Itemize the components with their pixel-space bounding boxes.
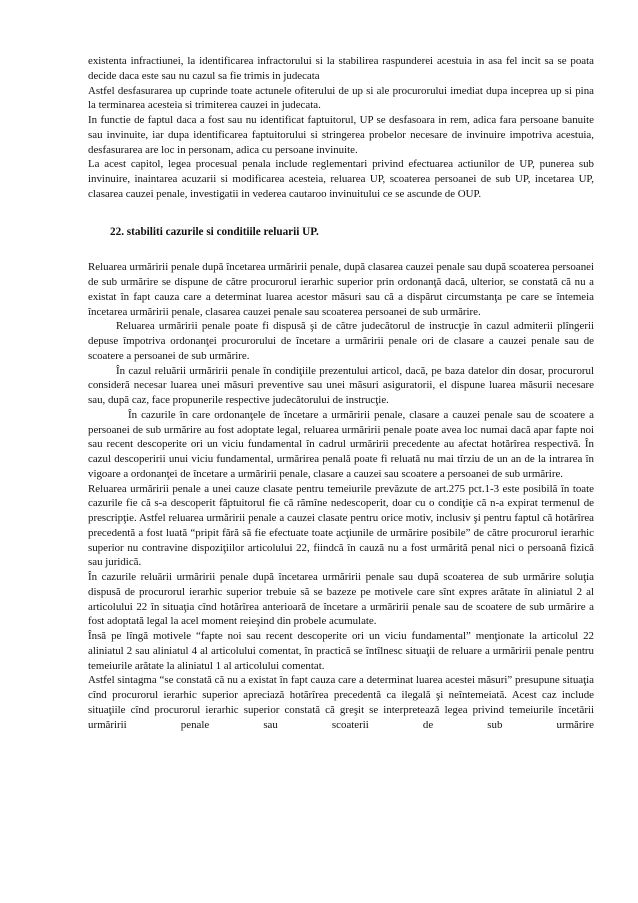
paragraph-body-8: Astfel sintagma “se constată că nu a existat în fapt cauza care a determinat luarea acestei măsuri” presupune situaţia cînd procurorul ierarhic superior apreciază hotărîrea precedentă ca ilegală şi neîntemeiată. Acest caz include situaţiile cînd procurorul ierarhic superior constată că greşit se interpretează legea privind temeiurile încetării urmăririi penale sau scoaterii de sub urmărire <box>88 674 594 731</box>
paragraph-intro-2: Astfel desfasurarea up cuprinde toate actunele ofiterului de up si ale procurorului imediat dupa inceprea up si pina la terminarea acesteia si trimiterea cauzei in judecata. <box>88 84 594 112</box>
paragraph-intro-1: existenta infractiunei, la identificarea infractorului si la stabilirea raspunderei acestuia in asa fel incit sa se poata decide daca este sau nu cazul sa fie trimis in judecata <box>88 55 594 82</box>
paragraph-body-6: În cazurile reluării urmăririi penale după încetarea urmăririi penale sau după scoaterea de sub urmărire soluţia dispusă de procurorul ierarhic superior trebuie să se bazeze pe motivele care sînt expres arătate în aliniatul 2 al articolului 22 în situaţia cînd hotărîrea anterioară de încetare a urmăririi penale sau de scoatere de sub urmărire a fost adoptată legal la acel moment reieşind din probele acumulate. <box>88 571 594 628</box>
paragraph-body-1: Reluarea urmăririi penale după încetarea urmăririi penale, după clasarea cauzei penale sau după scoaterea persoanei de sub urmărire se dispune de către procurorul ierarhic superior prin ordonanţă dacă, ulterior, se constată că nu a existat în fapt cauza care a determinat luarea acestor măsuri sau că a dispărut circumstanţa pe care se întemeia încetarea urmăririi penale, clasarea cauzei penale sau scoaterea persoanei de sub urmărire. <box>88 261 594 318</box>
document-body <box>88 54 594 732</box>
paragraph-body-5: Reluarea urmăririi penale a unei cauze clasate pentru temeiurile prevăzute de art.275 pct.1-3 este posibilă în toate cazurile fie că s-a descoperit făptuitorul fie că rămîne nedescoperit, doar cu o condiţie că n-a expirat termenul de prescripţie. Astfel reluarea urmăririi penale a cauzei clasate pentru orice motiv, inclusiv şi pentru faptul că hotărîrea precedentă a fost luată “pripit fără să fie efectuate toate acţiunile de urmărire posibile” de către procurorul ierarhic superior nu contravine dispoziţiilor articolului 22, fiindcă în cauză nu a fost urmărită penal nici o persoană fizică sau juridică. <box>88 482 594 569</box>
paragraph-intro-4: La acest capitol, legea procesual penala include reglementari privind efectuarea actiunilor de UP, punerea sub invinuire, inaintarea acuzarii si modificarea acesteia, reluarea UP, scoaterea persoanei de sub UP, incetarea UP, clasarea cauzei penale, investigatii in vederea cautaroo invinuitului ce se ascunde de OUP. <box>88 158 594 200</box>
paragraph-body-7: Însă pe lîngă motivele “fapte noi sau recent descoperite ori un viciu fundamental” menţionate la articolul 22 aliniatul 2 sau aliniatul 4 al articolului comentat, în practică se întîlnesc situaţii de reluare a urmăririi penale pentru temeiurile arătate la aliniatul 1 al articolului comentat. <box>88 630 594 672</box>
paragraph-intro-3: In functie de faptul daca a fost sau nu identificat faptuitorul, UP se desfasoara in rem, adica fara persoane banuite sau invinuite, iar dupa identificarea faptuitorului si stringerea probelor necesare de invinuire impotriva acestuia, desfasurarea are loc in personam, adica cu persoane invinuite. <box>88 114 594 156</box>
section-heading: 22. stabiliti cazurile si conditiile reluarii UP. <box>110 225 319 238</box>
paragraph-body-4: În cazurile în care ordonanţele de încetare a urmăririi penale, clasare a cauzei penale sau de scoatere a persoanei de sub urmărire au fost adoptate legal, reluarea urmăririi penale poate avea loc numai dacă apar fapte noi sau recent descoperite ori un viciu fundamental în cadrul urmăririi precedente au afectat hotărîrea respectivă. În cazul descoperirii unui viciu fundamental, urmărirea penală poate fi reluată nu mai tîrziu de un an de la intrarea în vigoare a ordonanţei de încetare a urmăririi penale, clasare a cauzei sau scoatere a persoanei de sub urmărire. <box>88 408 594 480</box>
paragraph-body-3: În cazul reluării urmăririi penale în condiţiile prezentului articol, dacă, pe baza datelor din dosar, procurorul consideră necesar luarea unei măsuri preventive sau unei măsuri asiguratorii, el dispune luarea măsurii necesare sau, după caz, face propunerile respective judecătorului de instrucţie. <box>88 364 594 406</box>
paragraph-body-2: Reluarea urmăririi penale poate fi dispusă şi de către judecătorul de instrucţie în cazul admiterii plîngerii depuse împotriva ordonanţei procurorului de încetare a urmăririi penale ori de clasare a cauzei penale sau de scoatere a persoanei de sub urmărire. <box>88 320 594 362</box>
